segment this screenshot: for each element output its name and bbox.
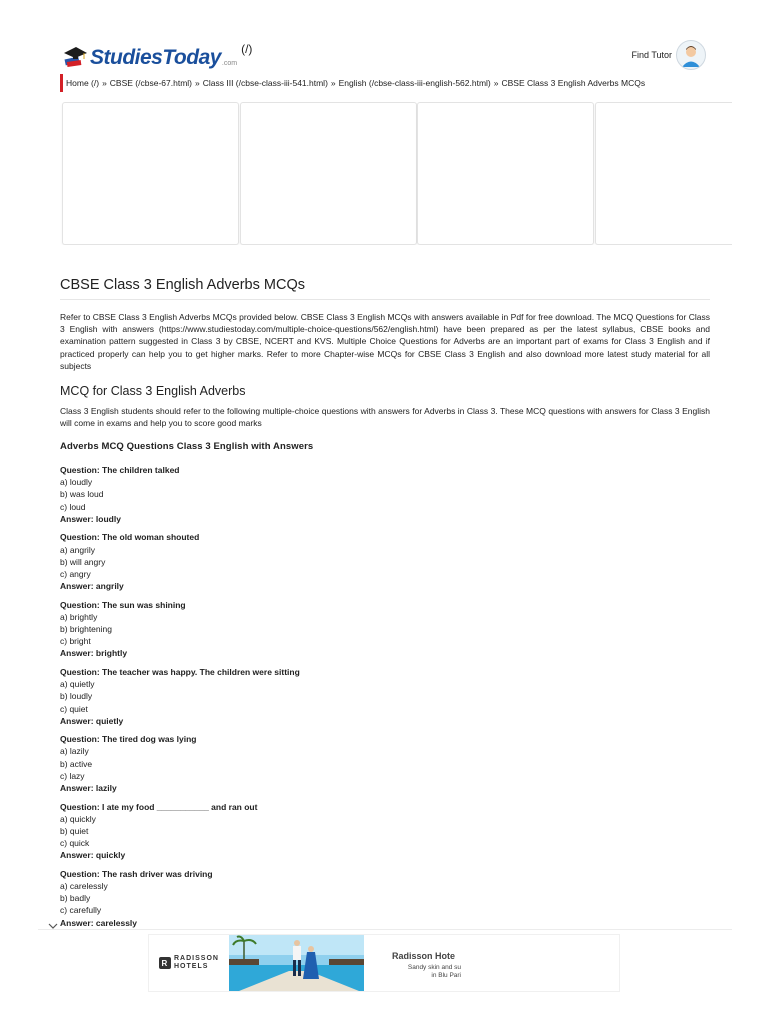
option-c: c) bright: [60, 636, 91, 647]
answer-text: Answer: brightly: [60, 648, 128, 659]
intro-paragraph: Refer to CBSE Class 3 English Adverbs MCQs provided below. CBSE Class 3 English MCQs with answers available in Pdf for free download. The MCQ Questions for Class 3 English with answers (https://www.studiestoday.com/multiple-choice-questions/562/english.html) have been prepared as per the latest syllabus, CBSE books and examination pattern suggested in Class 3 by CBSE, NCERT and KVS. Multiple Choice Questions for Adverbs are an important part of exams for Class 3 English and if practiced properly can help you to get higher marks. Refer to more Chapter-wise MCQs for CBSE Class 3 English and also download more latest study material for all subjects: [60, 312, 710, 371]
question-text: Question: I ate my food ___________ and ran out: [60, 801, 258, 812]
answer-text: Answer: lazily: [60, 783, 117, 794]
question-item: [60, 531, 710, 592]
section-description: Class 3 English students should refer to the following multiple-choice questions with answers for Adverbs in Class 3. These MCQ questions with answers for Class 3 English will come in exams and help you to score good marks: [60, 406, 710, 429]
ad-headline[interactable]: Radisson Hote: [392, 951, 456, 961]
question-text: Question: The sun was shining: [60, 599, 186, 610]
ad-divider: [38, 929, 732, 930]
ad-brand-line2: HOTELS: [174, 963, 209, 970]
breadcrumb-separator: »: [102, 78, 107, 88]
title-divider: [60, 299, 710, 300]
ad-subtext-line1: Sandy skin and su: [407, 964, 461, 971]
option-b: b) loudly: [60, 691, 93, 702]
answer-text: Answer: carelessly: [60, 917, 138, 928]
answer-text: Answer: quietly: [60, 715, 124, 726]
breadcrumb-separator: »: [330, 78, 336, 88]
question-text: Question: The rash driver was driving: [60, 868, 213, 879]
placeholder-card[interactable]: [240, 102, 417, 245]
option-b: b) quiet: [60, 825, 89, 836]
find-tutor[interactable]: [631, 40, 706, 70]
placeholder-card[interactable]: [62, 102, 239, 245]
question-text: Question: The teacher was happy. The children were sitting: [60, 666, 300, 677]
option-a: a) quickly: [60, 813, 96, 824]
ad-subtext-line2: in Blu Pari: [431, 972, 461, 979]
question-item: [60, 464, 710, 525]
question-item: [60, 733, 710, 794]
option-a: a) angrily: [60, 544, 95, 555]
option-c: c) angry: [60, 568, 91, 579]
option-b: b) active: [60, 758, 93, 769]
section-title: MCQ for Class 3 English Adverbs: [60, 384, 246, 398]
question-item: [60, 868, 710, 929]
radisson-logo-icon: [159, 957, 171, 969]
breadcrumb-current: CBSE Class 3 English Adverbs MCQs: [501, 78, 646, 88]
option-b: b) badly: [60, 893, 91, 904]
breadcrumb-home[interactable]: Home (/): [66, 78, 100, 88]
breadcrumb-subject[interactable]: English (/cbse-class-iii-english-562.html): [338, 78, 491, 88]
page-title: CBSE Class 3 English Adverbs MCQs: [60, 277, 305, 293]
option-c: c) carefully: [60, 905, 102, 916]
option-b: b) brightening: [60, 624, 112, 635]
question-list: [60, 464, 710, 935]
questions-heading: Adverbs MCQ Questions Class 3 English with Answers: [60, 441, 314, 452]
svg-text:R: R: [161, 959, 168, 968]
chevron-down-icon[interactable]: [48, 918, 58, 928]
question-item: [60, 599, 710, 660]
placeholder-card[interactable]: [595, 102, 732, 245]
ad-brand-logo: [159, 955, 219, 971]
answer-text: Answer: quickly: [60, 850, 126, 861]
question-text: Question: The children talked: [60, 465, 180, 475]
option-a: a) carelessly: [60, 881, 108, 892]
ad-brand-line1: RADISSON: [174, 955, 219, 962]
placeholder-card[interactable]: [417, 102, 594, 245]
graduation-cap-icon: [62, 44, 88, 70]
option-b: b) will angry: [60, 556, 106, 567]
breadcrumb-cbse[interactable]: CBSE (/cbse-67.html): [109, 78, 192, 88]
question-item: [60, 801, 710, 862]
option-a: a) brightly: [60, 611, 98, 622]
breadcrumb-class[interactable]: Class III (/cbse-class-iii-541.html): [202, 78, 328, 88]
advertisement-banner[interactable]: [148, 934, 620, 992]
option-c: c) quiet: [60, 703, 88, 714]
logo-domain: .com: [221, 60, 238, 67]
card-carousel: [60, 102, 732, 245]
logo-link-text[interactable]: (/): [241, 42, 253, 56]
breadcrumb: [60, 74, 645, 92]
logo-text: StudiesToday: [90, 46, 221, 69]
ad-photo: [229, 935, 364, 991]
breadcrumb-separator: »: [195, 78, 200, 88]
option-a: a) lazily: [60, 746, 89, 757]
breadcrumb-separator: »: [493, 78, 499, 88]
answer-text: Answer: loudly: [60, 513, 121, 524]
find-tutor-label[interactable]: Find Tutor: [631, 50, 672, 60]
option-c: c) loud: [60, 501, 86, 512]
answer-text: Answer: angrily: [60, 581, 124, 592]
question-text: Question: The old woman shouted: [60, 532, 200, 543]
option-a: a) quietly: [60, 679, 95, 690]
option-a: a) loudly: [60, 477, 93, 488]
option-b: b) was loud: [60, 489, 104, 500]
ad-subtext: [395, 964, 461, 980]
tutor-avatar-icon[interactable]: [676, 40, 706, 70]
site-logo[interactable]: [62, 40, 252, 70]
option-c: c) lazy: [60, 770, 85, 781]
question-item: [60, 666, 710, 727]
option-c: c) quick: [60, 838, 90, 849]
question-text: Question: The tired dog was lying: [60, 734, 197, 745]
